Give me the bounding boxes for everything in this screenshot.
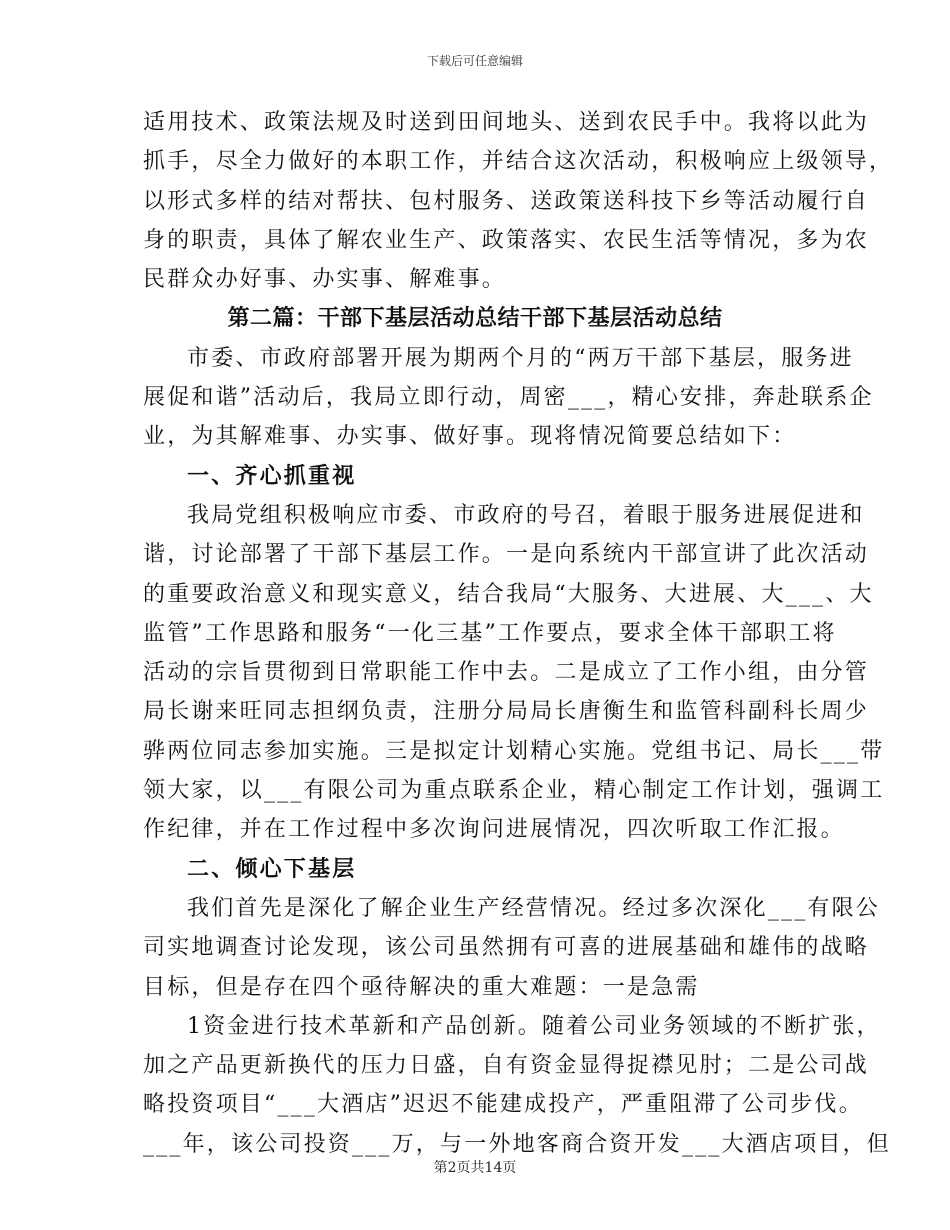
text-line: 谐，讨论部署了干部下基层工作。一是向系统内干部宣讲了此次活动 bbox=[143, 542, 870, 568]
subsection-heading: 一、齐心抓重视 bbox=[187, 462, 357, 489]
text-line: 加之产品更新换代的压力日盛，自有资金显得捉襟见肘；二是公司战 bbox=[143, 1053, 870, 1079]
text-line: 1资金进行技术革新和产品创新。随着公司业务领域的不断扩张， bbox=[187, 1013, 881, 1039]
text-line: 局长谢来旺同志担纲负责，注册分局局长唐衡生和监管科副科长周少 bbox=[143, 699, 870, 725]
text-line: 司实地调查讨论发现，该公司虽然拥有可喜的进展基础和雄伟的战略 bbox=[143, 935, 870, 961]
text-line: 抓手，尽全力做好的本职工作，并结合这次活动，积极响应上级领导， bbox=[143, 149, 894, 175]
text-line: 我们首先是深化了解企业生产经营情况。经过多次深化___有限公 bbox=[187, 895, 881, 921]
text-line: 目标，但是存在四个亟待解决的重大难题：一是急需 bbox=[143, 974, 700, 1000]
page-header: 下载后可任意编辑 bbox=[426, 54, 523, 68]
text-line: 业，为其解难事、办实事、做好事。现将情况简要总结如下： bbox=[143, 424, 797, 450]
text-line: 民群众办好事、办实事、解难事。 bbox=[143, 267, 507, 293]
text-line: ___年，该公司投资___万，与一外地客商合资开发___大酒店项目，但 bbox=[143, 1131, 892, 1157]
text-line: 作纪律，并在工作过程中多次询问进展情况，四次听取工作汇报。 bbox=[143, 817, 845, 843]
text-line: 身的职责，具体了解农业生产、政策落实、农民生活等情况，多为农 bbox=[143, 227, 870, 253]
text-line: 的重要政治意义和现实意义，结合我局“大服务、大进展、大___、大 bbox=[143, 581, 874, 607]
section-title: 第二篇：干部下基层活动总结干部下基层活动总结 bbox=[227, 305, 723, 332]
text-line: 活动的宗旨贯彻到日常职能工作中去。二是成立了工作小组，由分管 bbox=[143, 660, 870, 686]
text-line: 以形式多样的结对帮扶、包村服务、送政策送科技下乡等活动履行自 bbox=[143, 188, 870, 214]
text-line: 适用技术、政策法规及时送到田间地头、送到农民手中。我将以此为 bbox=[143, 110, 870, 135]
text-line: 监管”工作思路和服务“一化三基”工作要点，要求全体干部职工将 bbox=[143, 620, 837, 646]
text-line: 我局党组积极响应市委、市政府的号召，着眼于服务进展促进和 bbox=[187, 502, 865, 528]
subsection-heading: 二、倾心下基层 bbox=[187, 855, 357, 882]
text-line: 骅两位同志参加实施。三是拟定计划精心实施。党组书记、局长___带 bbox=[143, 738, 885, 764]
text-line: 领大家，以___有限公司为重点联系企业，精心制定工作计划，强调工 bbox=[143, 778, 885, 804]
text-line: 展促和谐”活动后，我局立即行动，周密___，精心安排，奔赴联系企 bbox=[143, 385, 874, 411]
text-line: 市委、市政府部署开展为期两个月的“两万干部下基层，服务进 bbox=[187, 345, 854, 371]
document-body bbox=[143, 103, 894, 1164]
text-line: 略投资项目“___大酒店”迟迟不能建成投产，严重阻滞了公司步伐。 bbox=[143, 1092, 863, 1118]
page-footer: 第2页共14页 bbox=[433, 1160, 517, 1176]
